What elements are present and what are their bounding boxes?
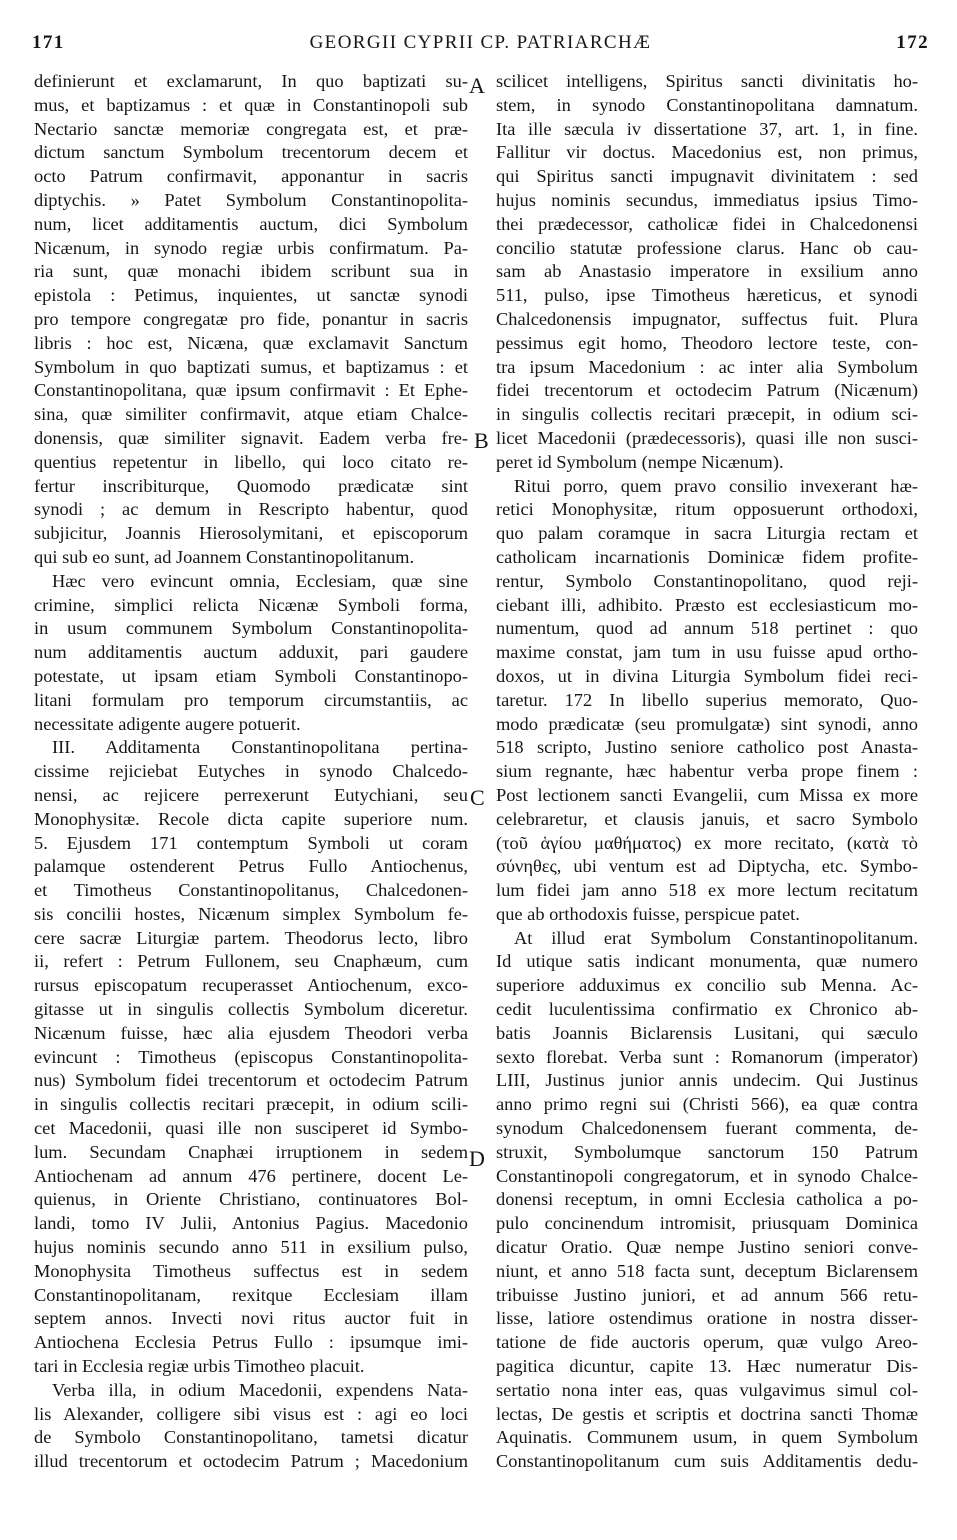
text-line: anno primo regni sui (Christi 566), ea quæ contra xyxy=(496,1094,918,1115)
running-header xyxy=(32,30,929,60)
text-line: cedit luculentissima confirmatio ex Chronico ab- xyxy=(496,999,918,1020)
text-line: ria sunt, quæ monachi ibidem scribunt sua in xyxy=(34,261,468,282)
text-line: sexto florebat. Verba sunt : Romanorum (imperator) xyxy=(496,1046,918,1067)
text-line: num additamentis auctum adduxit, pari gaudere xyxy=(34,642,468,663)
text-line: Aquinatis. Communem usum, in quem Symbolum xyxy=(496,1427,918,1448)
text-line: Nicænum fuisse, hæc alia ejusdem Theodori verba xyxy=(34,1022,468,1043)
text-line: Hæc vero evincunt omnia, Ecclesiam, quæ sine xyxy=(52,570,468,591)
text-line: et Timotheus Constantinopolitanus, Chalcedonen- xyxy=(34,880,468,901)
text-line: octo Patrum confirmavit, apponantur in sacris xyxy=(34,166,468,187)
text-line: modo prædicatæ (seu promulgatæ) sint synodi, anno xyxy=(496,713,918,734)
text-line: taretur. 172 In libello superius memorato, Quo- xyxy=(496,689,918,710)
text-line: hujus nominis secundus, immediatus ipsius Timo- xyxy=(496,189,918,210)
text-line: doxos, ut in divina Liturgia Symbolum fidei reci- xyxy=(496,665,918,686)
text-line: qui sub eo sunt, ad Joannem Constantinopolitanum. xyxy=(34,546,415,567)
text-line: σύνηθες, ubi ventum est ad Diptycha, etc. Symbo- xyxy=(496,856,918,877)
text-line: scilicet intelligens, Spiritus sancti divinitatis ho- xyxy=(496,71,918,91)
text-line: Ita ille sæcula iv dissertatione 37, art. 1, in fine. xyxy=(496,118,918,139)
margin-letter-d: D xyxy=(469,1146,485,1171)
running-title: GEORGII CYPRII CP. PATRIARCHÆ xyxy=(309,32,652,53)
text-line: III. Additamenta Constantinopolitana pertina- xyxy=(52,737,468,758)
text-line: Fallitur vir doctus. Macedonius est, non primus, xyxy=(496,142,918,163)
text-line: lectas, De gestis et scriptis et doctrina sancti Thomæ xyxy=(496,1403,918,1424)
text-line: litani formulam pro temporum circumstantiis, ac xyxy=(34,689,468,710)
text-line: nensi, ac rejicere perrexerunt Eutychiani, seu xyxy=(34,784,468,805)
text-line: 511, pulso, ipse Timotheus hæreticus, et synodi xyxy=(496,285,918,306)
text-line: Constantinopoli congregatorum, et in synodo Chalce- xyxy=(496,1165,918,1186)
text-line: num, licet additamentis auctum, dici Symbolum xyxy=(34,213,468,234)
text-line: pro tempore congregatæ pro fide, ponantur in sacris xyxy=(34,308,468,329)
right-page-number: 172 xyxy=(896,32,929,53)
text-line: Nectario sanctæ memoriæ congregata est, et præ- xyxy=(34,118,468,139)
text-line: sina, quæ similiter confirmavit, atque etiam Chalce- xyxy=(34,404,468,425)
right-column xyxy=(496,70,918,1474)
text-line: pulo concinendum intromisit, priusquam Dominica xyxy=(496,1213,918,1234)
text-line: celebraretur, et clausis januis, et sacro Symbolo xyxy=(496,808,918,829)
text-line: cissime rejiciebat Eutyches in synodo Chalcedo- xyxy=(34,761,468,782)
text-line: thei prædecessor, catholicæ fidei in Chalcedonensi xyxy=(496,213,918,234)
text-line: lisse, latiore ostendimus oratione in nostra disser- xyxy=(496,1308,918,1329)
text-line: catholicam incarnationis Dominicæ fidem profite- xyxy=(496,546,918,567)
text-line: tari in Ecclesia regiæ urbis Timotheo placuit. xyxy=(34,1356,365,1377)
text-line: licet Macedonii (prædecessoris), quasi ille non susci- xyxy=(496,427,918,448)
text-line: lis Alexander, colligere sibi visus est : agi eo loci xyxy=(34,1403,468,1424)
text-line: epistola : Petimus, inquientes, ut sanctæ synodi xyxy=(34,285,468,306)
text-line: ii, refert : Petrum Fullonem, seu Cnaphæum, cum xyxy=(34,951,468,972)
text-line: fidei trecentorum et octodecim Patrum (Nicænum) xyxy=(496,380,918,401)
text-line: donensis, quæ similiter signavit. Eadem verba fre- xyxy=(34,427,468,448)
text-line: cet Macedonii, quasi ille non susciperet id Symbo- xyxy=(34,1118,468,1139)
text-line: hujus nominis secundo anno 511 in exsilium pulso, xyxy=(34,1237,468,1258)
text-line: sium regnante, hæc habentur verba prope finem : xyxy=(496,761,918,782)
text-line: palamque ostenderent Petrus Fullo Antiochenus, xyxy=(34,856,468,877)
text-line: mus, et baptizamus : et quæ in Constantinopoli sub xyxy=(34,94,468,115)
text-line: qui Spiritus sancti impugnavit divinitatem : sed xyxy=(496,166,918,187)
text-line: Constantinopolitanam, rexitque Ecclesiam illam xyxy=(34,1284,468,1305)
text-line: stem, in synodo Constantinopolitana damnatum. xyxy=(496,94,918,115)
margin-letter-a: A xyxy=(469,73,485,98)
text-line: pessimus egit homo, Theodoro lectore teste, con- xyxy=(496,332,918,353)
text-line: que ab orthodoxis fuisse, perspicue patet. xyxy=(496,903,800,924)
text-line: batis Joannis Biclarensis Lusitani, qui sæculo xyxy=(496,1022,918,1043)
text-line: Chalcedonensis impugnator, suffectus fuit. Plura xyxy=(496,308,918,329)
text-line: retici Monophysitæ, ritum opposuerunt orthodoxi, xyxy=(496,499,918,520)
text-line: dictum sanctum Symbolum trecentorum decem et xyxy=(34,142,468,163)
margin-letter-c: C xyxy=(470,785,485,810)
text-line: in singulis collectis recitari præcepit, in odium scili- xyxy=(34,1094,468,1115)
text-line: tribuisse Justino juniori, et ad annum 566 retu- xyxy=(496,1284,918,1305)
text-line: Constantinopolitana, quæ ipsum confirmavit : Et Ephe- xyxy=(34,380,468,401)
text-line: Post lectionem sancti Evangelii, cum Missa ex more xyxy=(496,784,918,805)
text-line: Antiochena Ecclesia Petrus Fullo : ipsumque imi- xyxy=(34,1332,468,1353)
text-line: septem annos. Invecti novi ritus auctor fuit in xyxy=(34,1308,468,1329)
text-line: pagitica dicuntur, capite 13. Hæc numeratur Dis- xyxy=(496,1356,918,1377)
text-line: dicatur Oratio. Quæ nempe Justino seniori conve- xyxy=(496,1237,918,1258)
text-line: Nicænum, in synodo regiæ urbis confirmatum. Pa- xyxy=(34,237,468,258)
text-line: At illud erat Symbolum Constantinopolitanum. xyxy=(514,927,918,948)
text-line: diptychis. » Patet Symbolum Constantinopolita- xyxy=(34,189,468,210)
left-page-number: 171 xyxy=(32,32,65,53)
text-line: peret id Symbolum (nempe Nicænum). xyxy=(496,451,784,472)
text-line: in singulis collectis recitari præcepit, in odium sci- xyxy=(496,404,918,425)
text-line: sertatio nona inter eas, quas vulgavimus simul col- xyxy=(496,1379,918,1400)
text-line: potestate, ut ipsam etiam Symboli Constantinopo- xyxy=(34,665,468,686)
text-line: sam ab Anastasio imperatore in exsilium anno xyxy=(496,261,918,282)
text-line: Antiochenam ad annum 476 pertinere, docent Le- xyxy=(34,1165,468,1186)
text-line: Monophysitæ. Recole dicta capite superiore num. xyxy=(34,808,468,829)
text-line: necessitate adigente augere potuerit. xyxy=(34,713,301,734)
text-line: illud trecentorum et octodecim Patrum ; Macedonium xyxy=(34,1451,468,1472)
text-line: (τοῦ ἁγίου μαθήματος) ex more recitato, (κατὰ τὸ xyxy=(496,832,918,853)
left-column xyxy=(34,70,468,1474)
text-line: lum. Secundam Cnaphæi irruptionem in sedem xyxy=(34,1141,468,1162)
text-line: Ritui porro, quem pravo consilio invexerant hæ- xyxy=(514,475,918,496)
text-line: quo palam coramque in sacra Liturgia rectam et xyxy=(496,523,918,544)
margin-letter-b: B xyxy=(474,428,489,453)
text-line: in usum communem Symbolum Constantinopolita- xyxy=(34,618,468,639)
text-line: sis concilii hostes, Nicænum simplex Symbolum fe- xyxy=(34,903,468,924)
text-line: lum fidei jam anno 518 ex more lectum recitatum xyxy=(496,880,918,901)
text-line: struxit, Symbolumque sanctorum 150 Patrum xyxy=(496,1141,918,1162)
text-line: rursus episcopatum recuperasset Antiochenum, exco- xyxy=(34,975,468,996)
text-line: quienus, in Oriente Christiano, continuatores Bol- xyxy=(34,1189,468,1210)
text-line: quentius repetentur in libello, qui loco citato re- xyxy=(34,451,468,472)
text-line: numentum, quod ad annum 518 pertinet : quo xyxy=(496,618,918,639)
text-line: cere sacræ Liturgiæ partem. Theodorus lecto, libro xyxy=(34,927,468,948)
text-line: synodum Chalcedonensem fuerant commenta, de- xyxy=(496,1118,918,1139)
text-line: donensi receptum, in omni Ecclesia catholica a po- xyxy=(496,1189,918,1210)
text-line: fertur inscribiturque, Quomodo prædicatæ sint xyxy=(34,475,468,496)
text-line: landi, tomo IV Julii, Antonius Pagius. Macedonio xyxy=(34,1213,468,1234)
text-line: tra ipsum Macedonium : ac inter alia Symbolum xyxy=(496,356,918,377)
text-line: 518 scripto, Justino seniore catholico post Anasta- xyxy=(496,737,918,758)
text-line: nus) Symbolum fidei trecentorum et octodecim Patrum xyxy=(34,1070,468,1091)
text-line: Verba illa, in odium Macedonii, expendens Nata- xyxy=(52,1379,468,1400)
text-line: subjicitur, Joannis Hierosolymitani, et episcoporum xyxy=(34,523,468,544)
text-line: evincunt : Timotheus (episcopus Constantinopolita- xyxy=(34,1046,468,1067)
text-line: libris : hoc est, Nicæna, quæ exclamavit Sanctum xyxy=(34,332,468,353)
text-line: rentur, Symbolo Constantinopolitano, quod reji- xyxy=(496,570,918,591)
text-line: tatione de fide auctoris operum, quæ vulgo Areo- xyxy=(496,1332,918,1353)
text-line: gitasse ut in singulis collectis Symbolum diceretur. xyxy=(34,999,468,1020)
text-line: concilio statutæ professione clarus. Hanc ob cau- xyxy=(496,237,918,258)
text-line: 5. Ejusdem 171 contemptum Symboli ut coram xyxy=(34,832,468,853)
text-line: ciebant illi, adhibito. Præsto est ecclesiasticum mo- xyxy=(496,594,918,615)
text-line: definierunt et exclamarunt, In quo baptizati su- xyxy=(34,71,468,91)
text-line: Constantinopolitanum cum suis Additamentis dedu- xyxy=(496,1451,918,1472)
text-line: synodi ; ac demum in Rescripto habentur, quod xyxy=(34,499,468,520)
text-line: Monophysita Timotheus suffectus est in sedem xyxy=(34,1260,468,1281)
text-line: Id utique satis indicant monumenta, quæ numero xyxy=(496,951,918,972)
text-line: maxime constat, jam tum in usu fuisse apud ortho- xyxy=(496,642,918,663)
text-line: de Symbolo Constantinopolitano, tametsi dicatur xyxy=(34,1427,468,1448)
text-line: crimine, simplici relicta Nicænæ Symboli forma, xyxy=(34,594,468,615)
text-line: superiore adduximus ex concilio sub Menna. Ac- xyxy=(496,975,918,996)
text-line: LIII, Justinus junior annis undecim. Qui Justinus xyxy=(496,1070,918,1091)
text-line: Symbolum in quo baptizati sumus, et baptizamus : et xyxy=(34,356,468,377)
text-line: niunt, et anno 518 facta sunt, deceptum Biclarensem xyxy=(496,1260,918,1281)
